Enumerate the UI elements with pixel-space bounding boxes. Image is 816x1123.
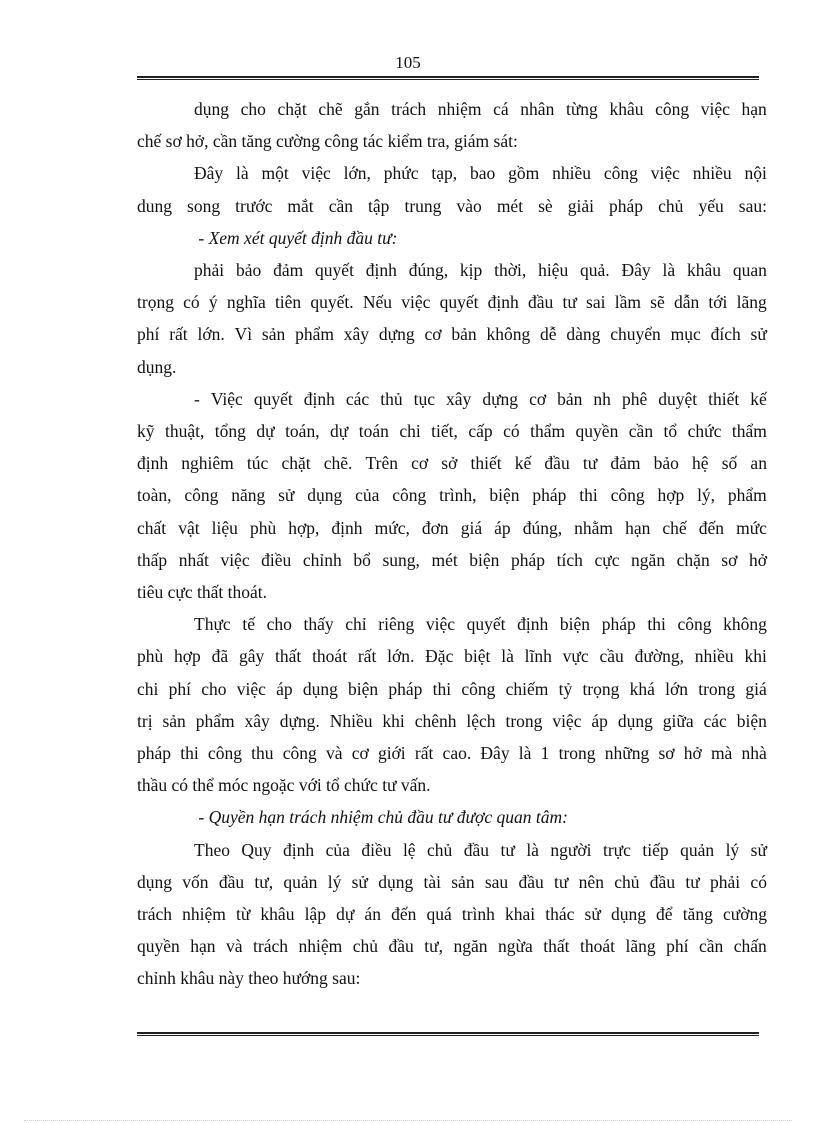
text-line: quyền hạn và trách nhiệm chủ đầu tư, ngăn ngừa thất thoát lãng phí cần chấn	[137, 936, 767, 957]
text-line: phải bảo đảm quyết định đúng, kịp thời, hiệu quả. Đây là khâu quan	[194, 260, 767, 281]
text-line: Đây là một việc lớn, phức tạp, bao gồm nhiều công việc nhiều nội	[194, 163, 767, 184]
text-line: phí rất lớn. Vì sản phẩm xây dựng cơ bản không dễ dàng chuyển mục đích sử	[137, 324, 767, 345]
text-line: dung song trước mắt cần tập trung vào mét sè giải pháp chủ yếu sau:	[137, 195, 767, 216]
text-line: dụng cho chặt chẽ gắn trách nhiệm cá nhân từng khâu công việc hạn	[194, 99, 767, 119]
body-text	[137, 93, 767, 995]
text-line: pháp thi công thu công và cơ giới rất cao. Đây là 1 trong những sơ hở mà nhà	[137, 743, 767, 764]
text-line: thầu có thể móc ngoặc với tổ chức tư vấn.	[137, 775, 431, 796]
section-heading-line: - Quyền hạn trách nhiệm chủ đầu tư được quan tâm:	[194, 807, 568, 828]
text-line: Theo Quy định của điều lệ chủ đầu tư là người trực tiếp quản lý sử	[194, 839, 767, 860]
page-number: 105	[395, 53, 421, 72]
text-line: - Việc quyết định các thủ tục xây dựng cơ bản nh phê duyệt thiết kế	[194, 388, 767, 409]
text-line: kỹ thuật, tổng dự toán, dự toán chi tiết, cấp có thẩm quyền cần tổ chức thẩm	[137, 421, 767, 442]
text-line: định nghiêm túc chặt chẽ. Trên cơ sở thiết kế đầu tư đảm bảo hệ số an	[137, 453, 767, 474]
text-line: trọng có ý nghĩa tiên quyết. Nếu việc quyết định đầu tư sai lầm sẽ dẫn tới lãng	[137, 292, 767, 313]
text-line: trách nhiệm từ khâu lập dự án đến quá trình khai thác sử dụng để tăng cường	[137, 904, 767, 925]
text-line: trị sản phẩm xây dựng. Nhiều khi chênh lệch trong việc áp dụng giữa các biện	[137, 710, 767, 731]
text-line: chi phí cho việc áp dụng biện pháp thi công chiếm tỷ trọng khá lớn trong giá	[137, 678, 767, 699]
text-line: dụng vốn đầu tư, quản lý sử dụng tài sản sau đầu tư nên chủ đầu tư phải có	[137, 871, 767, 892]
text-line: thấp nhất việc điều chỉnh bổ sung, mét biện pháp tích cực ngăn chặn sơ hở	[137, 549, 767, 570]
header-rule	[137, 76, 759, 80]
text-line: chỉnh khâu này theo hướng sau:	[137, 968, 361, 989]
footer-rule	[137, 1032, 759, 1036]
text-line: tiêu cực thất thoát.	[137, 582, 267, 603]
text-line: toàn, công năng sử dụng của công trình, biện pháp thi công hợp lý, phẩm	[137, 485, 767, 506]
page-edge-dotted-line	[24, 1120, 792, 1121]
text-line: chế sơ hở, cần tăng cường công tác kiểm tra, giám sát:	[137, 131, 518, 152]
text-line: Thực tế cho thấy chỉ riêng việc quyết định biện pháp thi công không	[194, 614, 767, 635]
section-heading-line: - Xem xét quyết định đầu tư:	[194, 227, 398, 248]
text-line: phù hợp đã gây thất thoát rất lớn. Đặc biệt là lĩnh vực cầu đường, nhiều khi	[137, 646, 767, 667]
text-line: dụng.	[137, 356, 177, 377]
text-line: chất vật liệu phù hợp, định mức, đơn giá áp đúng, nhằm hạn chế đến mức	[137, 517, 767, 538]
